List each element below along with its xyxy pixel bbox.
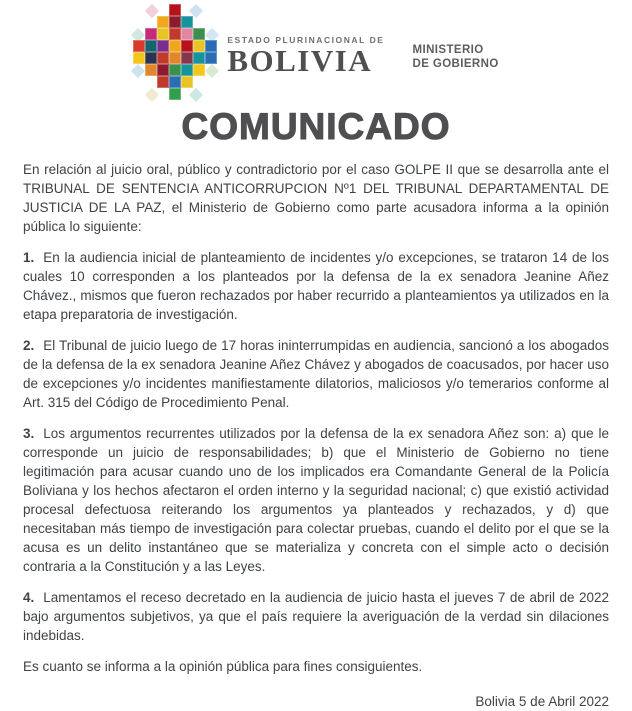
logo-mosaic-tile (181, 16, 193, 28)
item-paragraph-4 (23, 588, 609, 645)
logo-mosaic-tile (169, 16, 181, 28)
item-text-2: El Tribunal de juicio luego de 17 horas ininterrumpidas en audiencia, sancionó a los abogados de la defensa de la ex senadora Jeanine Añez Chávez y abogados de coacusados, por hacer uso de excepciones y/o incidentes manifiestamente dilatorios, maliciosos y/o temerarios conforme al Art. 315 del Código de Procedimiento Penal. (23, 338, 609, 410)
item-paragraph-1 (23, 248, 609, 324)
brand-block (227, 35, 384, 76)
brand-tagline: ESTADO PLURINACIONAL DE (227, 34, 385, 45)
item-number-3: 3. (23, 426, 35, 441)
logo-mosaic-tile (145, 40, 157, 52)
ministry-line-2: DE GOBIERNO (412, 58, 499, 70)
item-number-2: 2. (23, 338, 35, 353)
date-line: Bolivia 5 de Abril 2022 (475, 694, 609, 709)
logo-mosaic-tile (157, 16, 169, 28)
bolivia-state-logo-icon (133, 4, 217, 100)
logo-mosaic-tile (169, 28, 181, 40)
logo-mosaic-tile (181, 40, 193, 52)
logo-mosaic-tile (145, 52, 157, 64)
logo-mosaic-tile (157, 40, 169, 52)
logo-mosaic-tile (169, 40, 181, 52)
item-text-3: Los argumentos recurrentes utilizados por la defensa de la ex senadora Añez son: a) que le corresponde un juicio de responsabilidades; b) que el Ministerio de Gobierno no tiene legitimación para acusar cuando uno de los implicados era Comandante General de la Policía Boliviana y los hechos afectaron el orden interno y la seguridad nacional; c) que existió actividad procesal defectuosa reiterando los argumentos ya planteados y rechazados, y d) que necesitaban más tiempo de investigación para colectar pruebas, cuando el delito por el que se la acusa es un delito instantáneo que se materializa y concreta con el simple acto o decisión contraria a la Constitución y a las Leyes. (23, 426, 609, 574)
item-text-1: En la audiencia inicial de planteamiento de incidentes y/o excepciones, se trataron 14 de los cuales 10 corresponden a los planteados por la defensa de la ex senadora Jeanine Añez Chávez., mismos que fueron rechazados por haber recurrido a planteamientos ya utilizados en la etapa preparatoria de investigación. (23, 250, 609, 322)
logo-mosaic-tile (205, 40, 217, 52)
logo-mosaic-tile (157, 76, 169, 88)
item-number-4: 4. (23, 590, 35, 605)
logo-mosaic-tile (181, 76, 193, 88)
logo-mosaic-tile (145, 64, 157, 76)
logo-diamond-shape (189, 88, 203, 102)
logo-mosaic-tile (169, 88, 181, 100)
logo-mosaic-tile (157, 28, 169, 40)
logo-mosaic-tile (169, 76, 181, 88)
logo-mosaic-tile (157, 52, 169, 64)
item-text-4: Lamentamos el receso decretado en la audiencia de juicio hasta el jueves 7 de abril de 2022 bajo argumentos subjetivos, ya que el país requiere la averiguación de la verdad sin dilaciones indebidas. (23, 590, 609, 643)
closing-paragraph: Es cuanto se informa a la opinión pública para fines consiguientes. (23, 659, 423, 674)
document-body (23, 160, 609, 711)
logo-mosaic-tile (133, 52, 145, 64)
logo-mosaic-tile (169, 64, 181, 76)
logo-mosaic-tile (157, 64, 169, 76)
brand-name: BOLIVIA (227, 42, 373, 78)
ministry-line-1: MINISTERIO (412, 44, 484, 56)
logo-mosaic-tile (133, 40, 145, 52)
ministry-name (413, 43, 499, 71)
logo-mosaic-tile (169, 4, 181, 16)
item-paragraph-3 (23, 424, 609, 576)
logo-diamond-shape (131, 64, 145, 78)
logo-mosaic-tile (193, 28, 205, 40)
intro-paragraph: En relación al juicio oral, público y contradictorio por el caso GOLPE II que se desarrolla ante el TRIBUNAL DE SENTENCIA ANTICORRUPCION Nº1 DEL TRIBUNAL DEPARTAMENTAL DE JUSTICIA DE LA PAZ, el Ministerio de Gobierno como parte acusadora informa a la opinión pública lo siguiente: (23, 162, 609, 234)
logo-mosaic-tile (193, 52, 205, 64)
logo-mosaic-tile (145, 28, 157, 40)
logo-diamond-shape (205, 64, 219, 78)
item-number-1: 1. (23, 250, 35, 265)
logo-mosaic-tile (205, 52, 217, 64)
logo-mosaic-tile (193, 64, 205, 76)
logo-mosaic-tile (181, 64, 193, 76)
item-paragraph-2 (23, 336, 609, 412)
logo-mosaic-tile (181, 52, 193, 64)
logo-mosaic-tile (181, 28, 193, 40)
logo-mosaic-tile (193, 40, 205, 52)
letterhead (23, 6, 609, 98)
logo-mosaic-tile (169, 52, 181, 64)
page-title: COMUNICADO (181, 106, 451, 147)
logo-diamond-shape (145, 88, 159, 102)
